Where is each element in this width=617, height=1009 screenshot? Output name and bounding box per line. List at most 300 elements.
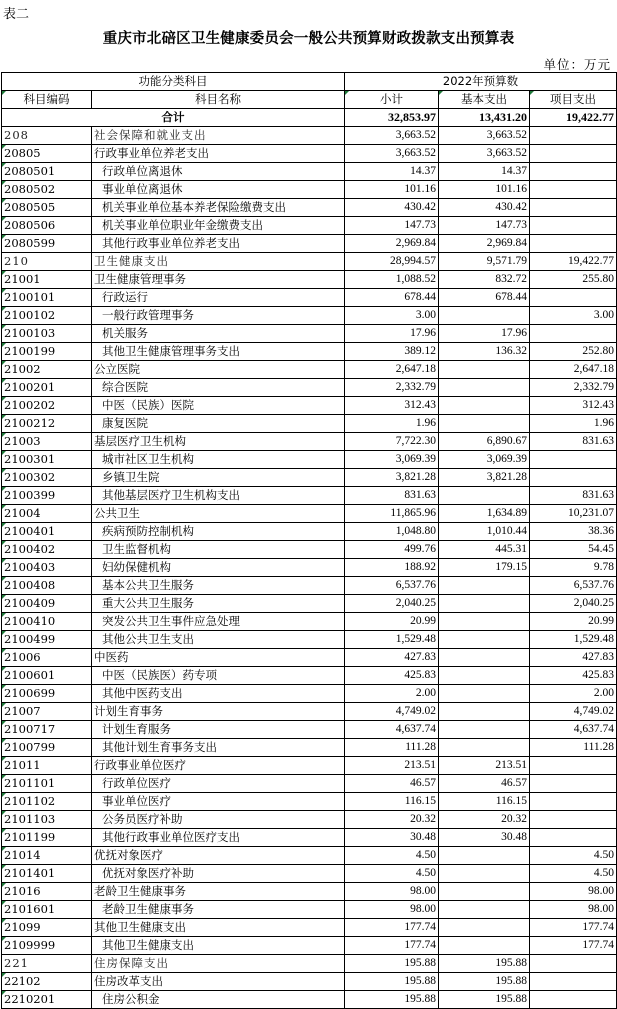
total-label: 合计 — [2, 109, 345, 127]
total-project: 19,422.77 — [530, 109, 617, 127]
row-name: 行政运行 — [92, 289, 345, 307]
table-row — [2, 379, 617, 397]
row-name: 城市社区卫生机构 — [92, 451, 345, 469]
row-project: 2,040.25 — [530, 595, 617, 613]
row-basic — [439, 847, 530, 865]
row-subtotal: 3.00 — [345, 307, 439, 325]
row-subtotal: 6,537.76 — [345, 577, 439, 595]
row-name: 其他行政事业单位养老支出 — [92, 235, 345, 253]
row-project — [530, 829, 617, 847]
unit-label: 单位：万元 — [543, 57, 611, 72]
row-basic — [439, 685, 530, 703]
row-project: 111.28 — [530, 739, 617, 757]
row-basic — [439, 703, 530, 721]
row-basic — [439, 397, 530, 415]
row-project — [530, 775, 617, 793]
header-column-row — [2, 91, 617, 109]
table-row — [2, 775, 617, 793]
row-project: 2,647.18 — [530, 361, 617, 379]
row-project: 4,637.74 — [530, 721, 617, 739]
row-project — [530, 955, 617, 973]
table-row — [2, 397, 617, 415]
row-subtotal: 30.48 — [345, 829, 439, 847]
row-project: 2.00 — [530, 685, 617, 703]
row-name: 公共卫生 — [92, 505, 345, 523]
row-basic — [439, 631, 530, 649]
row-project: 177.74 — [530, 937, 617, 955]
row-basic: 147.73 — [439, 217, 530, 235]
row-subtotal: 1.96 — [345, 415, 439, 433]
row-basic — [439, 595, 530, 613]
row-code: 2101401 — [2, 865, 92, 883]
row-name: 中医药 — [92, 649, 345, 667]
row-project: 4,749.02 — [530, 703, 617, 721]
row-project: 1,529.48 — [530, 631, 617, 649]
row-basic: 136.32 — [439, 343, 530, 361]
row-name: 卫生健康支出 — [92, 253, 345, 271]
row-name: 一般行政管理事务 — [92, 307, 345, 325]
table-row — [2, 955, 617, 973]
row-project: 6,537.76 — [530, 577, 617, 595]
row-project — [530, 973, 617, 991]
row-name: 公务员医疗补助 — [92, 811, 345, 829]
row-subtotal: 312.43 — [345, 397, 439, 415]
row-code: 21001 — [2, 271, 92, 289]
header-subject-name: 科目名称 — [92, 91, 345, 109]
row-project — [530, 199, 617, 217]
table-row — [2, 415, 617, 433]
header-subtotal: 小计 — [345, 91, 439, 109]
row-basic — [439, 901, 530, 919]
row-project — [530, 127, 617, 145]
table-row — [2, 289, 617, 307]
row-name: 住房保障支出 — [92, 955, 345, 973]
row-basic: 3,821.28 — [439, 469, 530, 487]
row-subtotal: 430.42 — [345, 199, 439, 217]
header-project-expenditure: 项目支出 — [530, 91, 617, 109]
header-subject-code: 科目编码 — [2, 91, 92, 109]
row-project: 19,422.77 — [530, 253, 617, 271]
row-project: 1.96 — [530, 415, 617, 433]
row-code: 2101103 — [2, 811, 92, 829]
row-project: 38.36 — [530, 523, 617, 541]
row-code: 21011 — [2, 757, 92, 775]
row-basic — [439, 667, 530, 685]
row-name: 重大公共卫生服务 — [92, 595, 345, 613]
row-name: 其他卫生健康支出 — [92, 937, 345, 955]
table-row — [2, 469, 617, 487]
table-row — [2, 613, 617, 631]
row-basic: 9,571.79 — [439, 253, 530, 271]
row-code: 210 — [2, 253, 92, 271]
table-row — [2, 145, 617, 163]
row-subtotal: 4,749.02 — [345, 703, 439, 721]
table-row — [2, 307, 617, 325]
row-basic: 179.15 — [439, 559, 530, 577]
table-row — [2, 127, 617, 145]
row-project: 425.83 — [530, 667, 617, 685]
row-project — [530, 451, 617, 469]
row-subtotal: 14.37 — [345, 163, 439, 181]
row-name: 行政事业单位医疗 — [92, 757, 345, 775]
row-subtotal: 3,663.52 — [345, 145, 439, 163]
row-name: 社会保障和就业支出 — [92, 127, 345, 145]
row-basic: 2,969.84 — [439, 235, 530, 253]
row-subtotal: 111.28 — [345, 739, 439, 757]
row-code: 2100408 — [2, 577, 92, 595]
row-project: 98.00 — [530, 883, 617, 901]
row-code: 21099 — [2, 919, 92, 937]
row-basic: 17.96 — [439, 325, 530, 343]
row-basic — [439, 415, 530, 433]
row-code: 2080599 — [2, 235, 92, 253]
budget-table — [1, 72, 617, 1009]
row-basic: 213.51 — [439, 757, 530, 775]
row-code: 2109999 — [2, 937, 92, 955]
row-code: 2080505 — [2, 199, 92, 217]
table-row — [2, 703, 617, 721]
row-project: 177.74 — [530, 919, 617, 937]
row-name: 机关服务 — [92, 325, 345, 343]
row-subtotal: 2,969.84 — [345, 235, 439, 253]
row-project — [530, 991, 617, 1009]
table-row — [2, 865, 617, 883]
row-subtotal: 20.99 — [345, 613, 439, 631]
row-subtotal: 3,069.39 — [345, 451, 439, 469]
row-name: 妇幼保健机构 — [92, 559, 345, 577]
row-code: 21004 — [2, 505, 92, 523]
row-subtotal: 3,663.52 — [345, 127, 439, 145]
table-row — [2, 505, 617, 523]
row-code: 21016 — [2, 883, 92, 901]
table-row — [2, 667, 617, 685]
row-name: 机关事业单位职业年金缴费支出 — [92, 217, 345, 235]
table-row — [2, 541, 617, 559]
table-row — [2, 937, 617, 955]
row-code: 221 — [2, 955, 92, 973]
table-row — [2, 433, 617, 451]
row-subtotal: 1,529.48 — [345, 631, 439, 649]
table-row — [2, 991, 617, 1009]
table-row — [2, 757, 617, 775]
total-basic: 13,431.20 — [439, 109, 530, 127]
row-project: 252.80 — [530, 343, 617, 361]
row-project: 20.99 — [530, 613, 617, 631]
row-basic — [439, 487, 530, 505]
row-code: 2100409 — [2, 595, 92, 613]
table-row — [2, 739, 617, 757]
table-row — [2, 235, 617, 253]
table-row — [2, 829, 617, 847]
row-name: 综合医院 — [92, 379, 345, 397]
row-project: 10,231.07 — [530, 505, 617, 523]
row-subtotal: 427.83 — [345, 649, 439, 667]
row-basic — [439, 649, 530, 667]
row-subtotal: 116.15 — [345, 793, 439, 811]
table-row — [2, 901, 617, 919]
row-project — [530, 289, 617, 307]
row-code: 2100717 — [2, 721, 92, 739]
row-subtotal: 147.73 — [345, 217, 439, 235]
row-project: 831.63 — [530, 433, 617, 451]
row-subtotal: 2.00 — [345, 685, 439, 703]
row-name: 基层医疗卫生机构 — [92, 433, 345, 451]
row-basic: 14.37 — [439, 163, 530, 181]
row-subtotal: 4.50 — [345, 865, 439, 883]
row-project: 312.43 — [530, 397, 617, 415]
row-name: 优抚对象医疗补助 — [92, 865, 345, 883]
row-basic: 30.48 — [439, 829, 530, 847]
row-code: 2100201 — [2, 379, 92, 397]
row-project: 427.83 — [530, 649, 617, 667]
row-basic: 3,663.52 — [439, 127, 530, 145]
row-name: 老龄卫生健康事务 — [92, 883, 345, 901]
row-subtotal: 2,332.79 — [345, 379, 439, 397]
row-subtotal: 2,040.25 — [345, 595, 439, 613]
row-code: 21007 — [2, 703, 92, 721]
row-project — [530, 145, 617, 163]
table-row — [2, 595, 617, 613]
row-code: 2100499 — [2, 631, 92, 649]
table-row — [2, 487, 617, 505]
row-subtotal: 4.50 — [345, 847, 439, 865]
row-subtotal: 195.88 — [345, 973, 439, 991]
row-code: 21006 — [2, 649, 92, 667]
row-name: 事业单位医疗 — [92, 793, 345, 811]
row-basic: 46.57 — [439, 775, 530, 793]
row-subtotal: 11,865.96 — [345, 505, 439, 523]
row-basic: 20.32 — [439, 811, 530, 829]
row-basic: 6,890.67 — [439, 433, 530, 451]
row-name: 基本公共卫生服务 — [92, 577, 345, 595]
table-row — [2, 361, 617, 379]
row-name: 老龄卫生健康事务 — [92, 901, 345, 919]
row-name: 其他中医药支出 — [92, 685, 345, 703]
row-code: 2100103 — [2, 325, 92, 343]
row-name: 其他行政事业单位医疗支出 — [92, 829, 345, 847]
row-subtotal: 46.57 — [345, 775, 439, 793]
row-subtotal: 98.00 — [345, 901, 439, 919]
row-subtotal: 177.74 — [345, 919, 439, 937]
row-code: 2100402 — [2, 541, 92, 559]
table-row — [2, 919, 617, 937]
header-group-row — [2, 73, 617, 91]
table-row — [2, 721, 617, 739]
table-row — [2, 181, 617, 199]
row-basic: 832.72 — [439, 271, 530, 289]
table-row — [2, 271, 617, 289]
row-project: 3.00 — [530, 307, 617, 325]
table-row — [2, 343, 617, 361]
total-row — [2, 109, 617, 127]
row-project — [530, 811, 617, 829]
row-code: 208 — [2, 127, 92, 145]
row-basic — [439, 361, 530, 379]
table-row — [2, 883, 617, 901]
row-subtotal: 188.92 — [345, 559, 439, 577]
table-row — [2, 451, 617, 469]
row-project: 255.80 — [530, 271, 617, 289]
row-code: 2100403 — [2, 559, 92, 577]
row-name: 计划生育服务 — [92, 721, 345, 739]
row-project — [530, 469, 617, 487]
row-name: 中医（民族）医院 — [92, 397, 345, 415]
row-basic: 1,010.44 — [439, 523, 530, 541]
header-budget-year: 2022年预算数 — [345, 73, 617, 91]
row-name: 康复医院 — [92, 415, 345, 433]
row-project: 54.45 — [530, 541, 617, 559]
table-row — [2, 199, 617, 217]
row-basic — [439, 937, 530, 955]
row-code: 2100399 — [2, 487, 92, 505]
row-code: 2100101 — [2, 289, 92, 307]
row-code: 2080506 — [2, 217, 92, 235]
row-name: 行政事业单位养老支出 — [92, 145, 345, 163]
row-subtotal: 831.63 — [345, 487, 439, 505]
row-basic — [439, 613, 530, 631]
row-project — [530, 757, 617, 775]
row-code: 20805 — [2, 145, 92, 163]
row-basic — [439, 739, 530, 757]
row-code: 2100301 — [2, 451, 92, 469]
row-subtotal: 20.32 — [345, 811, 439, 829]
row-name: 其他计划生育事务支出 — [92, 739, 345, 757]
row-project: 831.63 — [530, 487, 617, 505]
row-basic: 445.31 — [439, 541, 530, 559]
row-name: 行政单位医疗 — [92, 775, 345, 793]
row-code: 21003 — [2, 433, 92, 451]
row-basic — [439, 721, 530, 739]
row-name: 机关事业单位基本养老保险缴费支出 — [92, 199, 345, 217]
row-subtotal: 195.88 — [345, 955, 439, 973]
header-basic-expenditure: 基本支出 — [439, 91, 530, 109]
row-subtotal: 195.88 — [345, 991, 439, 1009]
row-basic: 195.88 — [439, 973, 530, 991]
table-number-label: 表二 — [3, 7, 30, 22]
row-name: 公立医院 — [92, 361, 345, 379]
row-code: 2100202 — [2, 397, 92, 415]
row-basic: 678.44 — [439, 289, 530, 307]
row-subtotal: 177.74 — [345, 937, 439, 955]
row-code: 2100799 — [2, 739, 92, 757]
table-row — [2, 973, 617, 991]
row-basic: 195.88 — [439, 991, 530, 1009]
row-code: 2100699 — [2, 685, 92, 703]
row-name: 其他基层医疗卫生机构支出 — [92, 487, 345, 505]
row-basic — [439, 865, 530, 883]
table-row — [2, 685, 617, 703]
row-code: 2100212 — [2, 415, 92, 433]
table-row — [2, 559, 617, 577]
row-project — [530, 793, 617, 811]
total-subtotal: 32,853.97 — [345, 109, 439, 127]
row-name: 其他卫生健康支出 — [92, 919, 345, 937]
row-subtotal: 2,647.18 — [345, 361, 439, 379]
row-subtotal: 7,722.30 — [345, 433, 439, 451]
row-code: 2101101 — [2, 775, 92, 793]
row-code: 2100401 — [2, 523, 92, 541]
row-project: 4.50 — [530, 865, 617, 883]
row-name: 住房公积金 — [92, 991, 345, 1009]
table-row — [2, 811, 617, 829]
row-name: 乡镇卫生院 — [92, 469, 345, 487]
table-row — [2, 217, 617, 235]
row-name: 优抚对象医疗 — [92, 847, 345, 865]
row-subtotal: 101.16 — [345, 181, 439, 199]
page-title: 重庆市北碚区卫生健康委员会一般公共预算财政拨款支出预算表 — [102, 30, 515, 47]
row-project: 9.78 — [530, 559, 617, 577]
row-basic: 3,069.39 — [439, 451, 530, 469]
row-project — [530, 181, 617, 199]
row-subtotal: 213.51 — [345, 757, 439, 775]
row-basic — [439, 379, 530, 397]
row-basic: 195.88 — [439, 955, 530, 973]
table-row — [2, 649, 617, 667]
row-name: 突发公共卫生事件应急处理 — [92, 613, 345, 631]
row-basic: 101.16 — [439, 181, 530, 199]
table-row — [2, 163, 617, 181]
table-row — [2, 793, 617, 811]
row-name: 行政单位离退休 — [92, 163, 345, 181]
row-basic: 430.42 — [439, 199, 530, 217]
table-row — [2, 253, 617, 271]
row-subtotal: 678.44 — [345, 289, 439, 307]
row-subtotal: 425.83 — [345, 667, 439, 685]
row-code: 2210201 — [2, 991, 92, 1009]
row-code: 2100302 — [2, 469, 92, 487]
row-name: 其他卫生健康管理事务支出 — [92, 343, 345, 361]
row-name: 其他公共卫生支出 — [92, 631, 345, 649]
row-subtotal: 4,637.74 — [345, 721, 439, 739]
row-name: 中医（民族医）药专项 — [92, 667, 345, 685]
row-name: 住房改革支出 — [92, 973, 345, 991]
row-project — [530, 217, 617, 235]
row-basic — [439, 307, 530, 325]
row-name: 卫生监督机构 — [92, 541, 345, 559]
row-basic: 1,634.89 — [439, 505, 530, 523]
row-basic — [439, 577, 530, 595]
header-functional-classification: 功能分类科目 — [2, 73, 345, 91]
row-basic: 3,663.52 — [439, 145, 530, 163]
row-code: 2100410 — [2, 613, 92, 631]
table-row — [2, 631, 617, 649]
row-name: 事业单位离退休 — [92, 181, 345, 199]
row-project — [530, 163, 617, 181]
row-subtotal: 1,088.52 — [345, 271, 439, 289]
row-code: 2101102 — [2, 793, 92, 811]
row-project: 2,332.79 — [530, 379, 617, 397]
row-subtotal: 499.76 — [345, 541, 439, 559]
row-basic: 116.15 — [439, 793, 530, 811]
row-subtotal: 1,048.80 — [345, 523, 439, 541]
row-basic — [439, 919, 530, 937]
table-row — [2, 577, 617, 595]
row-subtotal: 28,994.57 — [345, 253, 439, 271]
row-code: 2100601 — [2, 667, 92, 685]
row-code: 21014 — [2, 847, 92, 865]
row-code: 2100199 — [2, 343, 92, 361]
row-basic — [439, 883, 530, 901]
row-subtotal: 389.12 — [345, 343, 439, 361]
row-name: 计划生育事务 — [92, 703, 345, 721]
row-name: 疾病预防控制机构 — [92, 523, 345, 541]
table-row — [2, 325, 617, 343]
row-subtotal: 17.96 — [345, 325, 439, 343]
table-row — [2, 523, 617, 541]
row-code: 2100102 — [2, 307, 92, 325]
row-code: 22102 — [2, 973, 92, 991]
row-subtotal: 98.00 — [345, 883, 439, 901]
